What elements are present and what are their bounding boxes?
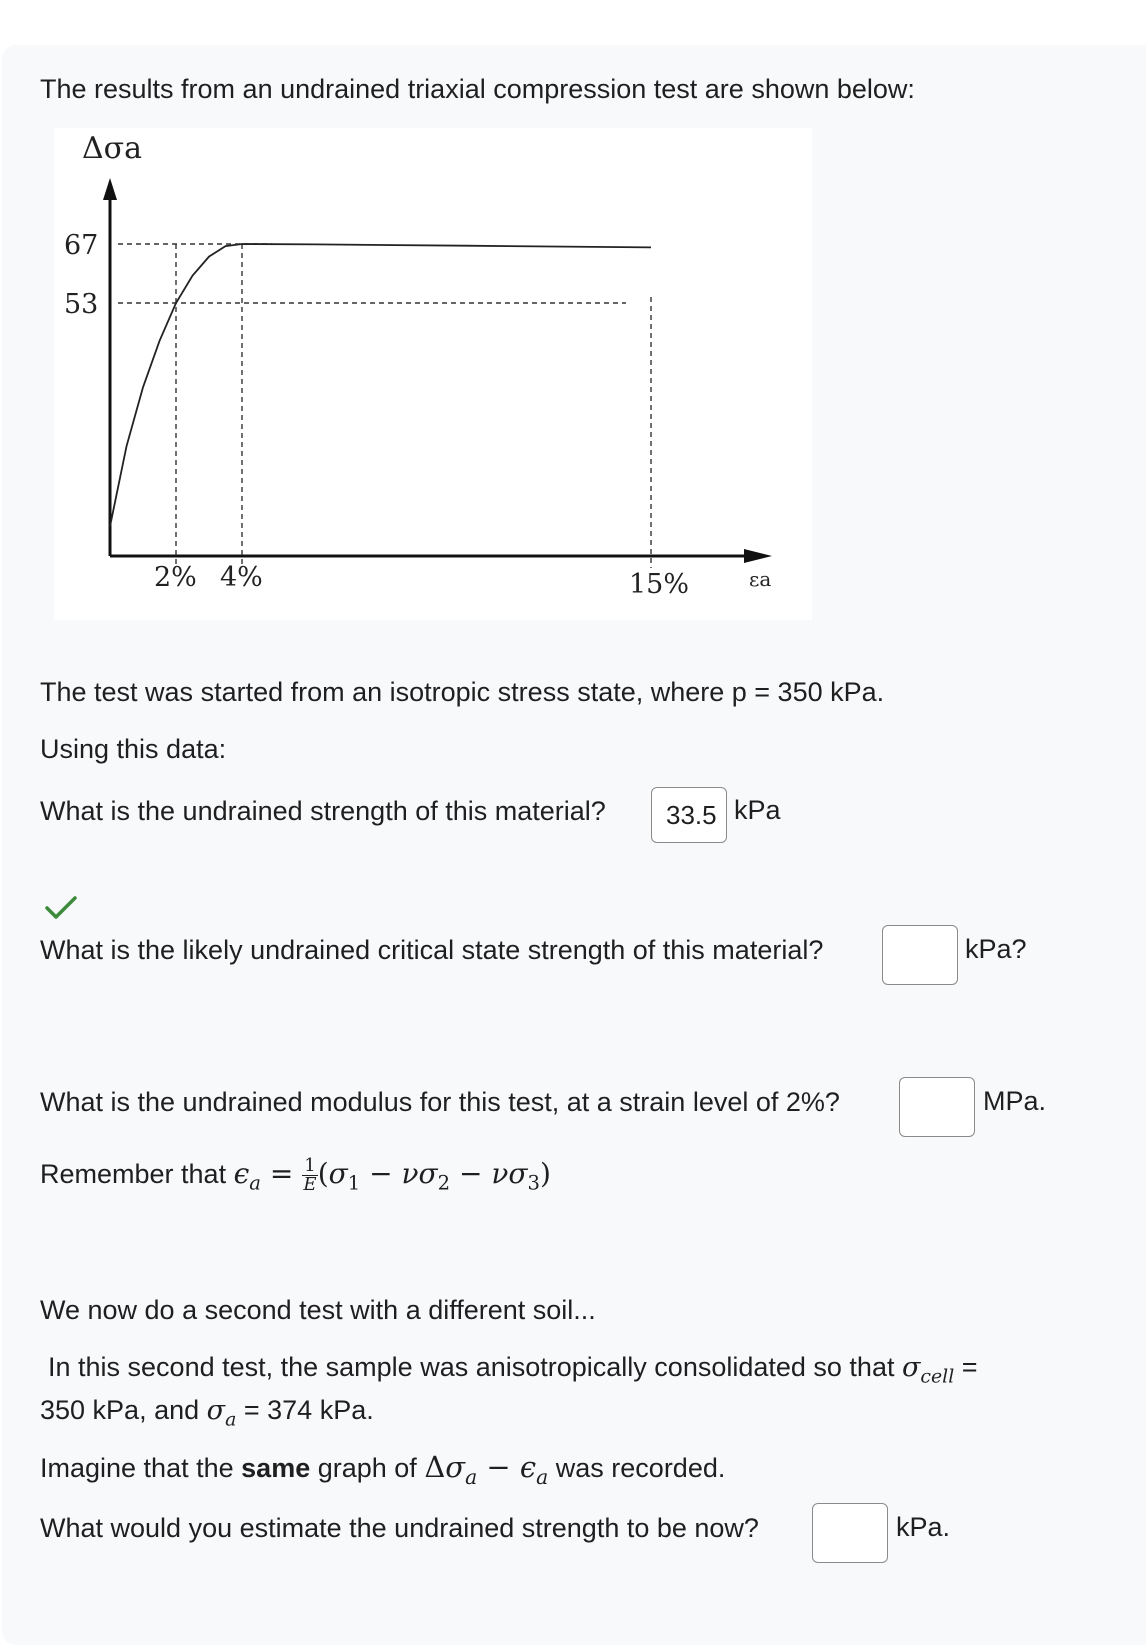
y-axis-arrow (103, 178, 117, 200)
second-line1-text: In this second test, the sample was anisotropically consolidated so that (48, 1352, 895, 1382)
x-tick-label-4: 4% (220, 562, 263, 593)
sigma-cell-symbol: $\sigma_{cell}$ (901, 1352, 955, 1388)
x-axis-label: εa (749, 567, 772, 591)
second-line2-a: 350 kPa, and (40, 1395, 200, 1425)
correct-check-icon (44, 895, 78, 921)
using-text: Using this data: (40, 734, 227, 764)
y-axis-label: Δσa (82, 131, 143, 166)
q2-answer-input[interactable] (882, 925, 958, 985)
fraction: $\frac{1}{E}$ (303, 1155, 317, 1195)
isotropic-text: The test was started from an isotropic stress state, where p = 350 kPa. (40, 677, 885, 707)
sigma-a-symbol: $\sigma_a$ (206, 1395, 237, 1431)
q1-label: What is the undrained strength of this material? (40, 796, 606, 826)
q1-answer-input[interactable] (651, 787, 727, 843)
q4-answer-input[interactable] (812, 1503, 888, 1563)
q2-unit: kPa? (965, 934, 1027, 964)
remember-formula (40, 1150, 551, 1210)
chart-svg (54, 128, 812, 620)
x-tick-label-15: 15% (629, 569, 690, 600)
x-tick-label-2: 2% (154, 562, 197, 593)
second-test-line1 (48, 1351, 978, 1392)
q2-label: What is the likely undrained critical state strength of this material? (40, 935, 824, 965)
q4-label: What would you estimate the undrained strength to be now? (40, 1513, 759, 1543)
second-test-line2 (40, 1394, 374, 1435)
stress-strain-chart (54, 128, 812, 620)
q1-unit: kPa (734, 795, 781, 825)
imagine-b: graph of (317, 1453, 417, 1483)
q3-answer-input[interactable] (899, 1077, 975, 1137)
q3-unit: MPa. (983, 1086, 1047, 1116)
remember-label: Remember that (40, 1159, 227, 1189)
imagine-c: was recorded. (555, 1453, 726, 1483)
y-tick-label-67: 67 (64, 230, 99, 261)
imagine-line (40, 1451, 725, 1493)
delta-sigma-epsilon-symbol: $\Delta\sigma_a - \epsilon_a$ (424, 1450, 549, 1489)
equals-sign: = (961, 1352, 978, 1382)
intro-text: The results from an undrained triaxial compression test are shown below: (40, 74, 915, 104)
x-axis-arrow (744, 549, 772, 563)
imagine-a: Imagine that the (40, 1453, 234, 1483)
second-line2-b: = 374 kPa. (243, 1395, 374, 1425)
second-test-intro: We now do a second test with a different soil... (40, 1295, 596, 1325)
imagine-bold: same (241, 1453, 311, 1483)
formula: $\epsilon_a$ = $\frac{1}{E}$ $(\sigma_1 - \nu\sigma_2 - \nu\sigma_3)$ (233, 1155, 551, 1195)
q4-unit: kPa. (896, 1512, 951, 1542)
stress-strain-curve (110, 244, 651, 526)
q3-label: What is the undrained modulus for this test, at a strain level of 2%? (40, 1087, 840, 1117)
y-tick-label-53: 53 (64, 289, 99, 320)
